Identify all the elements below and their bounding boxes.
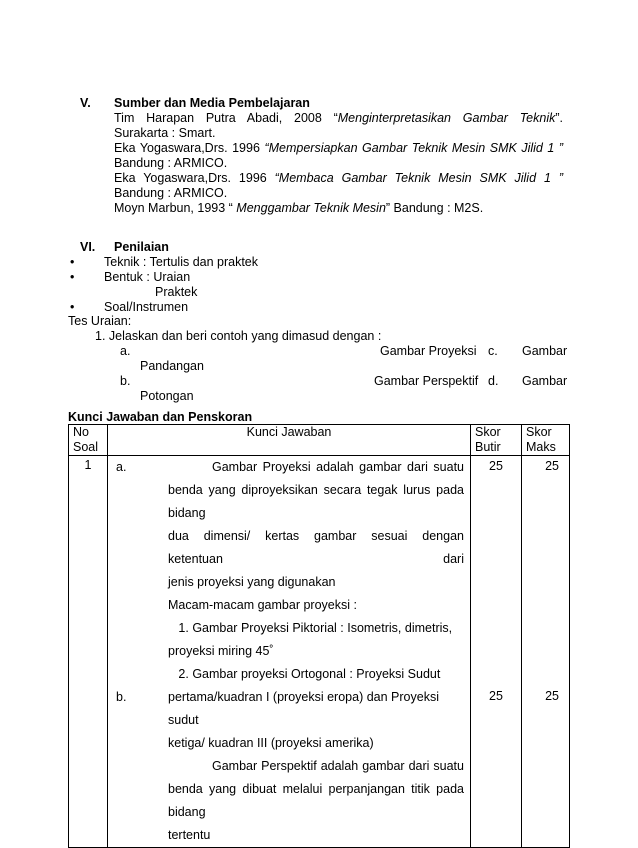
- header-skor-maks-line2: Maks: [526, 440, 556, 454]
- penilaian-bentuk: Bentuk : Uraian: [104, 270, 191, 284]
- header-skor-butir-line1: Skor: [475, 425, 501, 439]
- answer-a: [168, 456, 464, 755]
- answer-a-line: pertama/kuadran I (proyeksi eropa) dan Proyeksi sudut: [168, 690, 439, 727]
- answer-cell: [108, 456, 471, 848]
- kunci-title: Kunci Jawaban dan Penskoran: [68, 410, 253, 424]
- header-skor-butir-line2: Butir: [475, 440, 501, 454]
- answer-a-skor-maks: 25: [545, 459, 559, 473]
- answer-a-line: 1. Gambar Proyeksi Piktorial : Isometris, dimetris,: [168, 621, 453, 635]
- reference-1-book-title: Menginterpretasikan Gambar Teknik: [337, 111, 556, 125]
- reference-1-publisher: Surakarta : Smart.: [114, 126, 216, 140]
- reference-3: [114, 171, 563, 186]
- penilaian-soal-instrumen: Soal/Instrumen: [104, 300, 189, 314]
- answer-a-line: Macam-macam gambar proyeksi :: [168, 598, 357, 612]
- option-d-text: Gambar: [522, 374, 568, 388]
- skor-maks-cell: [522, 456, 570, 848]
- question-1: 1. Jelaskan dan beri contoh yang dimasud dengan :: [95, 329, 382, 343]
- option-d-continuation: Potongan: [140, 389, 194, 403]
- reference-2-publisher: Bandung : ARMICO.: [114, 156, 228, 170]
- row-number: 1: [69, 456, 108, 848]
- answer-key-table: [68, 424, 570, 848]
- option-d-letter: d.: [488, 374, 499, 388]
- answer-a-line: jenis proyeksi yang digunakan: [168, 575, 336, 589]
- answer-b-line: tertentu: [168, 828, 211, 842]
- answer-a-line: proyeksi miring 45˚: [168, 644, 274, 658]
- reference-1-author: Tim Harapan Putra Abadi, 2008 “: [114, 111, 338, 125]
- answer-a-line: 2. Gambar proyeksi Ortogonal : Proyeksi Sudut: [168, 667, 441, 681]
- answer-b-letter: b.: [116, 690, 127, 704]
- answer-b: [168, 755, 464, 847]
- reference-4-author: Moyn Marbun, 1993 “: [114, 201, 237, 215]
- option-b-letter: b.: [120, 374, 131, 388]
- header-skor-butir: [471, 425, 522, 456]
- reference-4-publisher: ” Bandung : M2S.: [385, 201, 484, 215]
- section-6-title: Penilaian: [114, 240, 169, 254]
- option-a-letter: a.: [120, 344, 131, 358]
- answer-b-skor-butir: 25: [489, 689, 503, 703]
- section-5-title: Sumber dan Media Pembelajaran: [114, 96, 310, 110]
- bullet: •: [70, 300, 75, 314]
- header-no-line2: Soal: [73, 440, 99, 454]
- bullet: •: [70, 255, 75, 269]
- reference-4-book-title: Menggambar Teknik Mesin: [236, 201, 386, 215]
- penilaian-teknik: Teknik : Tertulis dan praktek: [104, 255, 259, 269]
- reference-4: [114, 201, 483, 216]
- answer-a-skor-butir: 25: [489, 459, 503, 473]
- answer-b-line: benda yang dibuat melalui perpanjangan titik pada bidang: [168, 782, 464, 819]
- reference-2: [114, 141, 563, 156]
- table-header-row: [69, 425, 570, 456]
- answer-b-skor-maks: 25: [545, 689, 559, 703]
- option-b-text: Gambar Perspektif: [374, 374, 479, 388]
- reference-3-book-title: “Membaca Gambar Teknik Mesin SMK Jilid 1 ”: [274, 171, 563, 185]
- answer-a-line: dua dimensi/ kertas gambar sesuai dengan ketentuan dari: [168, 529, 464, 566]
- option-a-text: Gambar Proyeksi: [380, 344, 477, 358]
- section-5-number: V.: [80, 96, 91, 110]
- answer-b-line: Gambar Perspektif adalah gambar dari suatu: [212, 759, 464, 773]
- option-c-continuation: Pandangan: [140, 359, 204, 373]
- header-skor-maks-line1: Skor: [526, 425, 552, 439]
- header-skor-maks: [522, 425, 570, 456]
- answer-a-line: ketiga/ kuadran III (proyeksi amerika): [168, 736, 374, 750]
- section-6-number: VI.: [80, 240, 96, 254]
- reference-1: [114, 111, 563, 126]
- option-c-letter: c.: [488, 344, 498, 358]
- reference-3-publisher: Bandung : ARMICO.: [114, 186, 228, 200]
- table-row: [69, 456, 570, 848]
- reference-1-end: ”.: [555, 111, 564, 125]
- header-no-line1: No: [73, 425, 89, 439]
- answer-a-line: benda yang diproyeksikan secara tegak lurus pada bidang: [168, 483, 464, 520]
- answer-a-line: Gambar Proyeksi adalah gambar dari suatu: [212, 460, 464, 474]
- header-no-soal: [69, 425, 108, 456]
- reference-3-author: Eka Yogaswara,Drs. 1996: [114, 171, 275, 185]
- penilaian-bentuk-praktek: Praktek: [155, 285, 198, 299]
- skor-butir-cell: [471, 456, 522, 848]
- option-c-text: Gambar: [522, 344, 568, 358]
- reference-2-author: Eka Yogaswara,Drs. 1996: [114, 141, 265, 155]
- reference-2-book-title: “Mempersiapkan Gambar Teknik Mesin SMK Jilid 1 ”: [264, 141, 563, 155]
- tes-uraian-label: Tes Uraian:: [68, 314, 132, 328]
- header-kunci-jawaban: Kunci Jawaban: [108, 425, 471, 456]
- bullet: •: [70, 270, 75, 284]
- answer-a-letter: a.: [116, 460, 127, 474]
